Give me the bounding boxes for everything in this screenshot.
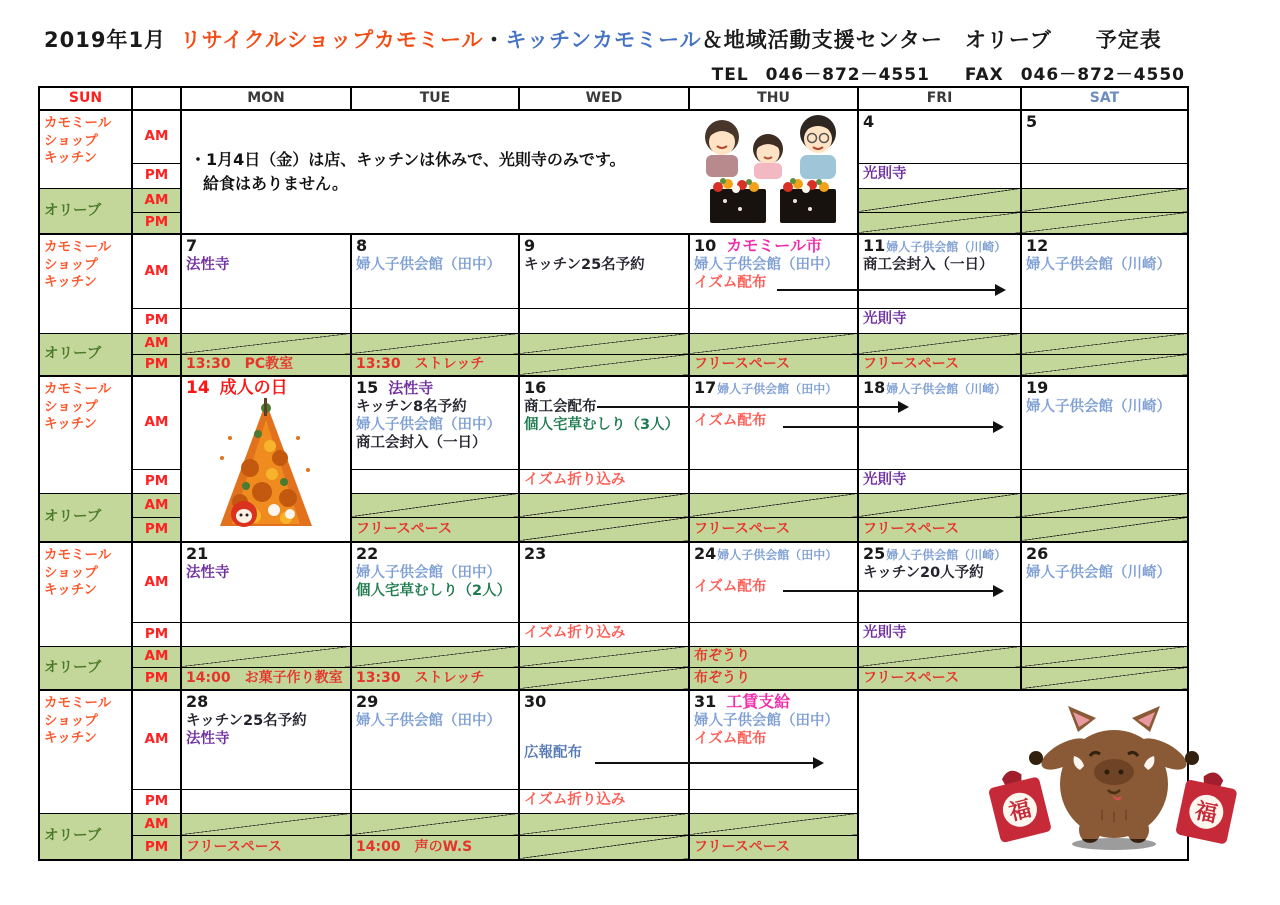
jan17-hall: 婦人子供会館（田中） bbox=[717, 382, 838, 396]
week1-olive-am-label: AM bbox=[132, 188, 181, 212]
jan16-weeding: 個人宅草むしり（3人） bbox=[524, 417, 680, 434]
cell-jan15-olive-am bbox=[351, 493, 519, 517]
cell-jan12-am bbox=[1021, 234, 1188, 308]
jan25-kitchen-booking: キッチン20人予約 bbox=[863, 565, 984, 582]
week3-olive-label: オリーブ bbox=[39, 493, 132, 542]
jan31-hall: 婦人子供会館（田中） bbox=[694, 713, 839, 730]
cell-jan10-olive-pm: フリースペース bbox=[689, 354, 858, 376]
week5-shop-am-label: AM bbox=[132, 690, 181, 789]
jan11-hall: 婦人子供会館（川崎） bbox=[886, 240, 1007, 254]
jan22-hall: 婦人子供会館（田中） bbox=[356, 565, 501, 582]
cell-jan30-pm bbox=[519, 789, 689, 813]
week2-am-row bbox=[39, 234, 1188, 308]
fax-label: FAX bbox=[964, 65, 1004, 85]
shop-label-line1: カモミール bbox=[44, 381, 112, 397]
cell-jan18-pm bbox=[858, 469, 1021, 493]
jan26-hall: 婦人子供会館（川崎） bbox=[1026, 565, 1171, 582]
week5-shop-label bbox=[39, 690, 132, 813]
fax-number: 046－872－4550 bbox=[1020, 65, 1185, 85]
cell-jan28-olive-pm: フリースペース bbox=[181, 835, 351, 860]
cell-jan19-olive-pm bbox=[1021, 517, 1188, 542]
jan9-kitchen-booking: キッチン25名予約 bbox=[524, 257, 645, 274]
day-header-tue: TUE bbox=[351, 87, 519, 110]
cell-jan9-olive-pm bbox=[519, 354, 689, 376]
week2-shop-pm-label: PM bbox=[132, 308, 181, 333]
cell-jan17-am bbox=[689, 376, 858, 469]
cell-jan11-olive-pm: フリースペース bbox=[858, 354, 1021, 376]
title-month: 2019年1月 bbox=[44, 28, 167, 52]
cell-jan30-am bbox=[519, 690, 689, 789]
shop-label-line3: キッチン bbox=[44, 730, 98, 747]
cell-jan21-olive-pm: 14:00 お菓子作り教室 bbox=[181, 667, 351, 690]
date-14: 14 bbox=[186, 378, 210, 398]
day-header-fri: FRI bbox=[858, 87, 1021, 110]
shop-label-line1: カモミール bbox=[44, 239, 112, 255]
jan11-pm-temple: 光則寺 bbox=[863, 310, 907, 327]
day-header-sun: SUN bbox=[39, 87, 132, 110]
arrow-jan24-to-jan25 bbox=[783, 590, 995, 592]
cell-jan17-olive-pm: フリースペース bbox=[689, 517, 858, 542]
cell-jan23-olive-am bbox=[519, 646, 689, 667]
cell-jan12-olive-am bbox=[1021, 333, 1188, 354]
cell-jan28-olive-am bbox=[181, 813, 351, 835]
week2-pm-row bbox=[39, 308, 1188, 333]
jan10-flyer: イズム配布 bbox=[694, 275, 767, 292]
lucky-bag-label-left: 福 bbox=[1006, 796, 1035, 827]
shop-label-line3: キッチン bbox=[44, 416, 98, 433]
week2-olive-label: オリーブ bbox=[39, 333, 132, 376]
week2-olive-pm-label: PM bbox=[132, 354, 181, 376]
jan16-pm-insert: イズム折り込み bbox=[524, 471, 626, 488]
date-31: 31 bbox=[694, 692, 717, 711]
week2-olive-am-label: AM bbox=[132, 333, 181, 354]
jan19-hall: 婦人子供会館（川崎） bbox=[1026, 399, 1171, 416]
jan7-temple: 法性寺 bbox=[186, 257, 230, 274]
cell-jan31-olive-am bbox=[689, 813, 858, 835]
family-osechi-illustration bbox=[692, 111, 855, 229]
shop-label-line3: キッチン bbox=[44, 150, 98, 167]
cell-jan4-pm bbox=[858, 163, 1021, 188]
week3-shop-am-label: AM bbox=[132, 376, 181, 469]
cell-jan18-olive-am bbox=[858, 493, 1021, 517]
jan30-pr-dist: 広報配布 bbox=[524, 745, 582, 762]
date-15: 15 bbox=[356, 378, 379, 397]
jan25-hall: 婦人子供会館（川崎） bbox=[886, 548, 1007, 562]
arrow-jan30-to-jan31 bbox=[595, 762, 815, 764]
boar-illustration bbox=[962, 692, 1262, 854]
jan14-holiday: 成人の日 bbox=[219, 378, 288, 398]
shop-label-line2: ショップ bbox=[44, 132, 98, 149]
cell-jan10-pm bbox=[689, 308, 858, 333]
jan31-flyer: イズム配布 bbox=[694, 731, 767, 748]
tel-label: TEL bbox=[711, 65, 749, 85]
cell-jan5-am bbox=[1021, 110, 1188, 163]
date-12: 12 bbox=[1026, 236, 1049, 255]
date-9: 9 bbox=[524, 236, 536, 255]
day-header-wed: WED bbox=[519, 87, 689, 110]
cell-jan23-am bbox=[519, 542, 689, 622]
cell-jan24-am bbox=[689, 542, 858, 622]
week4-olive-pm-row bbox=[39, 667, 1188, 690]
shop-label-line1: カモミール bbox=[44, 547, 112, 563]
date-19: 19 bbox=[1026, 378, 1049, 397]
cell-jan24-olive-pm: 布ぞうり bbox=[689, 667, 858, 690]
week4-olive-am-row bbox=[39, 646, 1188, 667]
cell-jan16-pm bbox=[519, 469, 689, 493]
week1-shop-pm-label: PM bbox=[132, 163, 181, 188]
date-4: 4 bbox=[863, 112, 875, 131]
jan10-hall: 婦人子供会館（田中） bbox=[694, 257, 839, 274]
jan16-chamber-dist: 商工会配布 bbox=[524, 399, 597, 416]
jan15-hall: 婦人子供会館（田中） bbox=[356, 417, 501, 434]
week1-shop-am-label: AM bbox=[132, 110, 181, 163]
cell-jan29-am bbox=[351, 690, 519, 789]
cell-jan17-pm bbox=[689, 469, 858, 493]
jan17-flyer: イズム配布 bbox=[694, 413, 767, 430]
cell-jan25-am bbox=[858, 542, 1021, 622]
cell-jan7-pm bbox=[181, 308, 351, 333]
cell-jan25-olive-am bbox=[858, 646, 1021, 667]
week1-am-row bbox=[39, 110, 1188, 163]
cell-jan29-olive-pm: 14:00 声のW.S bbox=[351, 835, 519, 860]
day-header-thu: THU bbox=[689, 87, 858, 110]
shop-label-line2: ショップ bbox=[44, 256, 98, 273]
page-title bbox=[44, 24, 1162, 54]
cell-jan22-olive-am bbox=[351, 646, 519, 667]
cell-jan28-am bbox=[181, 690, 351, 789]
shop-label-line3: キッチン bbox=[44, 274, 98, 291]
date-17: 17 bbox=[694, 378, 717, 397]
lucky-bag-label-right: 福 bbox=[1192, 798, 1220, 828]
cell-jan24-pm bbox=[689, 622, 858, 646]
date-7: 7 bbox=[186, 236, 198, 255]
cell-jan7-olive-pm: 13:30 PC教室 bbox=[181, 354, 351, 376]
cell-jan9-am bbox=[519, 234, 689, 308]
shop-label-line3: キッチン bbox=[44, 582, 98, 599]
cell-jan7-am bbox=[181, 234, 351, 308]
cell-jan31-am bbox=[689, 690, 858, 789]
jan18-pm-temple: 光則寺 bbox=[863, 471, 907, 488]
week3-olive-am-label: AM bbox=[132, 493, 181, 517]
cell-jan12-pm bbox=[1021, 308, 1188, 333]
date-25: 25 bbox=[863, 544, 886, 563]
cell-jan11-pm bbox=[858, 308, 1021, 333]
cell-jan29-olive-am bbox=[351, 813, 519, 835]
week3-olive-pm-label: PM bbox=[132, 517, 181, 542]
cell-jan30-olive-am bbox=[519, 813, 689, 835]
jan4-pm-temple: 光則寺 bbox=[863, 165, 907, 182]
cell-jan19-pm bbox=[1021, 469, 1188, 493]
week4-olive-pm-label: PM bbox=[132, 667, 181, 690]
cell-jan11-am bbox=[858, 234, 1021, 308]
day-header-sat: SAT bbox=[1021, 87, 1188, 110]
jan21-temple: 法性寺 bbox=[186, 565, 230, 582]
contact-line bbox=[702, 60, 1185, 85]
cell-jan26-am bbox=[1021, 542, 1188, 622]
title-suffix: ＆地域活動支援センター オリーブ 予定表 bbox=[701, 28, 1162, 52]
jan11-chamber: 商工会封入（一日） bbox=[863, 257, 994, 274]
shop-label-line2: ショップ bbox=[44, 398, 98, 415]
cell-jan21-am bbox=[181, 542, 351, 622]
date-24: 24 bbox=[694, 544, 717, 563]
shop-label-line1: カモミール bbox=[44, 695, 112, 711]
cell-jan11-olive-am bbox=[858, 333, 1021, 354]
date-29: 29 bbox=[356, 692, 379, 711]
cell-jan15-am bbox=[351, 376, 519, 469]
cell-jan23-pm bbox=[519, 622, 689, 646]
week3-shop-label bbox=[39, 376, 132, 493]
cell-jan30-olive-pm bbox=[519, 835, 689, 860]
week1-olive-label: オリーブ bbox=[39, 188, 132, 234]
cell-jan15-pm bbox=[351, 469, 519, 493]
jan28-kitchen-booking: キッチン25名予約 bbox=[186, 713, 307, 730]
cell-jan5-olive-pm bbox=[1021, 212, 1188, 234]
week2-olive-pm-row bbox=[39, 354, 1188, 376]
holiday-note-line2: 給食はありません。 bbox=[203, 174, 348, 193]
bonfire-illustration bbox=[200, 398, 332, 536]
cell-jan8-pm bbox=[351, 308, 519, 333]
jan22-weeding: 個人宅草むしり（2人） bbox=[356, 583, 512, 600]
cell-jan8-am bbox=[351, 234, 519, 308]
cell-jan9-olive-am bbox=[519, 333, 689, 354]
week4-shop-pm-label: PM bbox=[132, 622, 181, 646]
week3-shop-pm-label: PM bbox=[132, 469, 181, 493]
cell-jan17-olive-am bbox=[689, 493, 858, 517]
cell-jan29-pm bbox=[351, 789, 519, 813]
arrow-jan10-to-jan11 bbox=[777, 289, 997, 291]
jan23-pm-insert: イズム折り込み bbox=[524, 624, 626, 641]
cell-jan4-olive-pm bbox=[858, 212, 1021, 234]
week4-shop-label bbox=[39, 542, 132, 646]
cell-jan5-pm bbox=[1021, 163, 1188, 188]
cell-jan26-olive-am bbox=[1021, 646, 1188, 667]
jan31-event: 工賃支給 bbox=[726, 692, 791, 711]
cell-jan4-am bbox=[858, 110, 1021, 163]
cell-jan10-am bbox=[689, 234, 858, 308]
cell-jan16-olive-pm bbox=[519, 517, 689, 542]
cell-jan23-olive-pm bbox=[519, 667, 689, 690]
title-shop-name: リサイクルショップカモミール bbox=[180, 28, 484, 52]
date-26: 26 bbox=[1026, 544, 1049, 563]
cell-jan18-olive-pm: フリースペース bbox=[858, 517, 1021, 542]
cell-jan25-pm bbox=[858, 622, 1021, 646]
cell-jan7-olive-am bbox=[181, 333, 351, 354]
date-22: 22 bbox=[356, 544, 379, 563]
cell-jan8-olive-pm: 13:30 ストレッチ bbox=[351, 354, 519, 376]
cell-jan8-olive-am bbox=[351, 333, 519, 354]
day-header-row bbox=[39, 87, 1188, 110]
date-28: 28 bbox=[186, 692, 209, 711]
cell-jan16-am bbox=[519, 376, 689, 469]
cell-jan28-pm bbox=[181, 789, 351, 813]
jan12-hall: 婦人子供会館（川崎） bbox=[1026, 257, 1171, 274]
cell-jan31-olive-pm: フリースペース bbox=[689, 835, 858, 860]
week2-olive-am-row bbox=[39, 333, 1188, 354]
week4-olive-label: オリーブ bbox=[39, 646, 132, 690]
cell-jan4-olive-am bbox=[858, 188, 1021, 212]
week2-shop-label bbox=[39, 234, 132, 333]
cell-jan26-olive-pm bbox=[1021, 667, 1188, 690]
day-header-mon: MON bbox=[181, 87, 351, 110]
date-21: 21 bbox=[186, 544, 209, 563]
jan24-hall: 婦人子供会館（田中） bbox=[717, 548, 838, 562]
week4-olive-am-label: AM bbox=[132, 646, 181, 667]
date-5: 5 bbox=[1026, 112, 1038, 131]
week5-olive-am-label: AM bbox=[132, 813, 181, 835]
week5-olive-label: オリーブ bbox=[39, 813, 132, 860]
date-18: 18 bbox=[863, 378, 886, 397]
cell-jan24-olive-am: 布ぞうり bbox=[689, 646, 858, 667]
shop-label-line2: ショップ bbox=[44, 712, 98, 729]
date-16: 16 bbox=[524, 378, 547, 397]
jan8-hall: 婦人子供会館（田中） bbox=[356, 257, 501, 274]
cell-jan21-pm bbox=[181, 622, 351, 646]
title-kitchen-name: キッチンカモミール bbox=[505, 28, 702, 52]
jan30-pm-insert: イズム折り込み bbox=[524, 791, 626, 808]
cell-jan19-olive-am bbox=[1021, 493, 1188, 517]
holiday-note-line1: ・1月4日（金）は店、キッチンは休みで、光則寺のみです。 bbox=[190, 150, 626, 169]
cell-jan16-olive-am bbox=[519, 493, 689, 517]
cell-jan12-olive-pm bbox=[1021, 354, 1188, 376]
cell-jan19-am bbox=[1021, 376, 1188, 469]
jan18-hall: 婦人子供会館（川崎） bbox=[886, 382, 1007, 396]
cell-jan10-olive-am bbox=[689, 333, 858, 354]
week4-shop-am-label: AM bbox=[132, 542, 181, 622]
week4-am-row bbox=[39, 542, 1188, 622]
date-10: 10 bbox=[694, 236, 717, 255]
cell-jan9-pm bbox=[519, 308, 689, 333]
week1-olive-pm-label: PM bbox=[132, 212, 181, 234]
cell-jan5-olive-am bbox=[1021, 188, 1188, 212]
jan10-event: カモミール市 bbox=[726, 236, 822, 255]
week5-shop-pm-label: PM bbox=[132, 789, 181, 813]
cell-jan22-pm bbox=[351, 622, 519, 646]
jan15-chamber: 商工会封入（一日） bbox=[356, 435, 487, 452]
date-30: 30 bbox=[524, 692, 547, 711]
cell-jan15-olive-pm: フリースペース bbox=[351, 517, 519, 542]
jan29-hall: 婦人子供会館（田中） bbox=[356, 713, 501, 730]
cell-jan21-olive-am bbox=[181, 646, 351, 667]
date-23: 23 bbox=[524, 544, 547, 563]
cell-jan31-pm bbox=[689, 789, 858, 813]
tel-number: 046－872－4551 bbox=[765, 65, 930, 85]
week5-olive-pm-label: PM bbox=[132, 835, 181, 860]
cell-jan22-am bbox=[351, 542, 519, 622]
shop-label-line1: カモミール bbox=[44, 115, 112, 131]
arrow-jan16-to-jan18 bbox=[597, 406, 900, 408]
jan15-temple: 法性寺 bbox=[388, 379, 434, 397]
cell-jan22-olive-pm: 13:30 ストレッチ bbox=[351, 667, 519, 690]
jan25-pm-temple: 光則寺 bbox=[863, 624, 907, 641]
shop-label-line2: ショップ bbox=[44, 564, 98, 581]
jan28-temple: 法性寺 bbox=[186, 731, 230, 748]
arrow-jan17-to-jan18 bbox=[783, 426, 995, 428]
week4-pm-row bbox=[39, 622, 1188, 646]
date-8: 8 bbox=[356, 236, 368, 255]
jan15-kitchen-booking: キッチン8名予約 bbox=[356, 399, 467, 416]
jan24-flyer: イズム配布 bbox=[694, 579, 767, 596]
week2-shop-am-label: AM bbox=[132, 234, 181, 308]
title-separator: ・ bbox=[483, 28, 506, 52]
date-11: 11 bbox=[863, 236, 886, 255]
day-header-spacer bbox=[132, 87, 181, 110]
cell-jan25-olive-pm: フリースペース bbox=[858, 667, 1021, 690]
cell-jan26-pm bbox=[1021, 622, 1188, 646]
week1-shop-label bbox=[39, 110, 132, 188]
